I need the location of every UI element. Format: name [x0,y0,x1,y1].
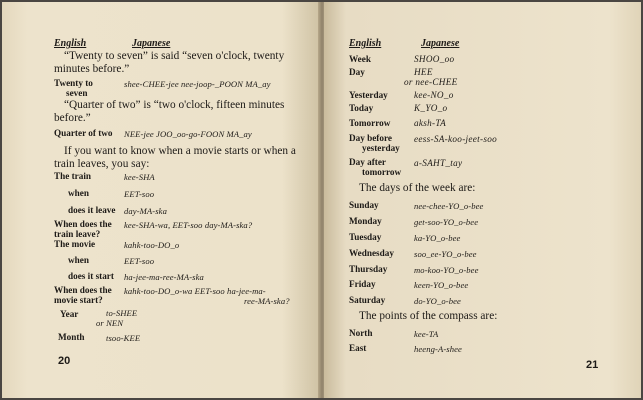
japanese-term: keen-YO_o-bee [414,280,469,290]
japanese-term: kee-SHA-wa, EET-soo day-MA-ska? [124,220,253,230]
left-page [2,2,320,398]
english-term: Tuesday [349,232,382,242]
english-term-continued: seven [66,88,88,98]
english-term: East [349,343,367,353]
english-term: Month [58,332,85,342]
english-term: does it start [68,271,114,281]
japanese-alternative: or nee-CHEE [404,77,458,87]
paragraph: The points of the compass are: [359,310,498,322]
japanese-term: kahk-too-DO_o-wa EET-soo ha-jee-ma- [124,286,266,296]
japanese-term: ha-jee-ma-ree-MA-ska [124,272,204,282]
english-term: Tomorrow [349,118,391,128]
japanese-term: heeng-A-shee [414,344,462,354]
english-term: Year [60,309,79,319]
english-term: Yesterday [349,90,388,100]
japanese-term: soo_ee-YO_o-bee [414,249,477,259]
japanese-term: SHOO_oo [414,54,455,64]
english-term: Week [349,54,371,64]
english-term: When does the movie start? [54,285,112,305]
paragraph: “Twenty to seven” is said “seven o'clock, twenty minutes before.” [54,50,285,75]
japanese-term: eess-SA-koo-jeet-soo [414,134,498,144]
english-term: The movie [54,239,96,249]
japanese-term: kee-TA [414,329,439,339]
english-term: when [68,188,89,198]
japanese-term: tsoo-KEE [106,333,141,343]
japanese-term: to-SHEE [106,308,138,318]
page-number: 20 [58,355,71,367]
japanese-term: mo-koo-YO_o-bee [414,265,479,275]
english-term: Thursday [349,264,388,274]
english-term: Day [349,67,365,77]
japanese-term-continued: ree-MA-ska? [244,296,290,306]
japanese-term: HEE [414,67,433,77]
japanese-term: kee-NO_o [414,90,454,100]
japanese-term: kahk-too-DO_o [124,240,180,250]
japanese-alternative: or NEN [96,318,124,328]
english-term: Saturday [349,295,386,305]
japanese-term: do-YO_o-bee [414,296,461,306]
japanese-term: K_YO_o [414,103,448,113]
english-term: Friday [349,279,376,289]
paragraph: If you want to know when a movie starts or when a train leaves, you say: [54,145,296,170]
paragraph: “Quarter of two” is “two o'clock, fifteen minutes before.” [54,99,285,124]
japanese-term: nee-chee-YO_o-bee [414,201,484,211]
japanese-term: get-soo-YO_o-bee [414,217,479,227]
english-term: Sunday [349,200,379,210]
english-term: does it leave [68,205,116,215]
english-term: Day before [349,133,392,143]
japanese-term: NEE-jee JOO_oo-go-FOON MA_ay [124,129,252,139]
japanese-term: EET-soo [124,189,155,199]
header-japanese: Japanese [421,38,460,49]
header-japanese: Japanese [132,38,171,49]
english-term: Wednesday [349,248,394,258]
english-term: Monday [349,216,382,226]
japanese-term: EET-soo [124,256,155,266]
english-term: When does the train leave? [54,219,112,239]
english-term: Quarter of two [54,128,113,138]
japanese-term: ka-YO_o-bee [414,233,461,243]
page-number: 21 [586,359,599,371]
english-term: Today [349,103,374,113]
english-term: Twenty to [54,78,93,88]
open-book [2,2,641,398]
right-page [324,2,641,398]
english-term: The train [54,171,92,181]
header-english: English [54,38,87,49]
japanese-term: a-SAHT_tay [414,158,463,168]
english-term: North [349,328,373,338]
header-english: English [349,38,382,49]
japanese-term: aksh-TA [414,118,447,128]
japanese-term: shee-CHEE-jee nee-joop-_POON MA_ay [124,79,271,89]
english-term-continued: tomorrow [362,167,402,177]
paragraph: The days of the week are: [359,182,476,194]
japanese-term: day-MA-ska [124,206,167,216]
english-term-continued: yesterday [362,143,400,153]
japanese-term: kee-SHA [124,172,155,182]
english-term: when [68,255,89,265]
english-term: Day after [349,157,386,167]
